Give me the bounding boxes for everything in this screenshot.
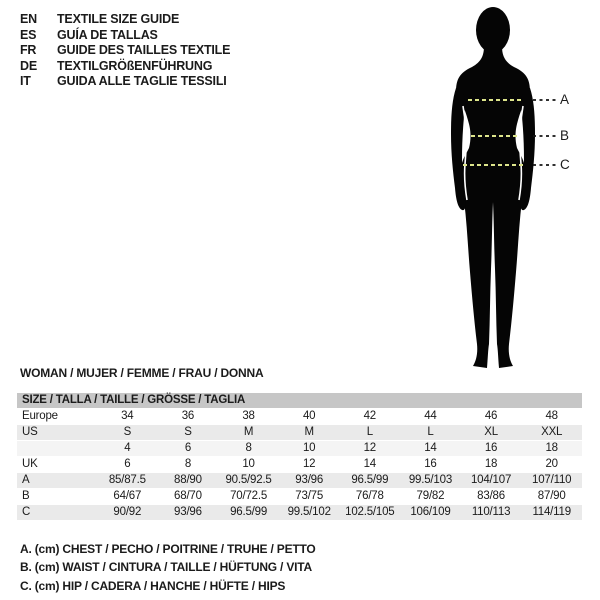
table-cell: 68/70 bbox=[158, 488, 219, 504]
table-cell: 44 bbox=[400, 408, 461, 424]
table-row-hip bbox=[17, 504, 582, 520]
table-cell: XXL bbox=[521, 424, 582, 440]
legend-hip: C. (cm) HIP / CADERA / HANCHE / HÜFTE / HIPS bbox=[20, 578, 286, 593]
table-cell: 42 bbox=[340, 408, 401, 424]
guide-title: TEXTILGRÖßENFÜHRUNG bbox=[57, 58, 213, 73]
table-row-uk bbox=[17, 456, 582, 472]
table-cell: 93/96 bbox=[279, 472, 340, 488]
table-cell: 107/110 bbox=[521, 472, 582, 488]
lang-row-de bbox=[20, 59, 230, 75]
table-cell: 102.5/105 bbox=[340, 504, 401, 520]
guide-title: TEXTILE SIZE GUIDE bbox=[57, 12, 180, 26]
table-cell: S bbox=[158, 424, 219, 440]
table-cell: 40 bbox=[279, 408, 340, 424]
table-cell: 90/92 bbox=[97, 504, 158, 520]
table-cell: 6 bbox=[97, 456, 158, 472]
table-cell: 106/109 bbox=[400, 504, 461, 520]
table-cell: 83/86 bbox=[461, 488, 522, 504]
lang-code: IT bbox=[20, 74, 31, 89]
row-label: Europe bbox=[17, 408, 97, 424]
table-row-us-letter bbox=[17, 424, 582, 440]
lang-code: DE bbox=[20, 58, 37, 73]
table-cell: 90.5/92.5 bbox=[218, 472, 279, 488]
table-cell: 96.5/99 bbox=[218, 504, 279, 520]
lang-row-it bbox=[20, 74, 230, 90]
legend-chest: A. (cm) CHEST / PECHO / POITRINE / TRUHE / PETTO bbox=[20, 542, 316, 556]
table-cell: 18 bbox=[461, 456, 522, 472]
table-cell: 12 bbox=[279, 456, 340, 472]
table-cell: 10 bbox=[279, 440, 340, 456]
table-cell: 88/90 bbox=[158, 472, 219, 488]
guide-title: GUIDA ALLE TAGLIE TESSILI bbox=[57, 74, 227, 89]
table-cell: M bbox=[279, 424, 340, 440]
table-cell: 96.5/99 bbox=[340, 472, 401, 488]
silhouette-body bbox=[456, 46, 530, 368]
table-cell: 48 bbox=[521, 408, 582, 424]
table-cell: M bbox=[218, 424, 279, 440]
size-table-header-row bbox=[17, 393, 582, 408]
table-cell: 85/87.5 bbox=[97, 472, 158, 488]
table-cell: 70/72.5 bbox=[218, 488, 279, 504]
row-label: C bbox=[17, 504, 97, 520]
table-row-us-numeric bbox=[17, 440, 582, 456]
table-cell: 114/119 bbox=[521, 504, 582, 520]
table-cell: 110/113 bbox=[461, 504, 522, 520]
table-cell: 36 bbox=[158, 408, 219, 424]
lang-row-fr bbox=[20, 43, 230, 59]
table-cell: XL bbox=[461, 424, 522, 440]
table-cell: 14 bbox=[400, 440, 461, 456]
table-cell: 16 bbox=[461, 440, 522, 456]
marker-label-c: C bbox=[560, 157, 570, 172]
table-cell: 16 bbox=[400, 456, 461, 472]
guide-title: GUÍA DE TALLAS bbox=[57, 27, 158, 42]
table-cell: 79/82 bbox=[400, 488, 461, 504]
row-label: UK bbox=[17, 456, 97, 472]
lang-code: EN bbox=[20, 12, 37, 26]
table-row-waist bbox=[17, 488, 582, 504]
table-cell: 104/107 bbox=[461, 472, 522, 488]
table-cell: 64/67 bbox=[97, 488, 158, 504]
table-cell: 99.5/102 bbox=[279, 504, 340, 520]
row-label: B bbox=[17, 488, 97, 504]
table-cell: 8 bbox=[218, 440, 279, 456]
table-cell: 38 bbox=[218, 408, 279, 424]
table-cell: L bbox=[400, 424, 461, 440]
table-cell: 4 bbox=[97, 440, 158, 456]
table-cell: 6 bbox=[158, 440, 219, 456]
table-cell: L bbox=[340, 424, 401, 440]
table-cell: 93/96 bbox=[158, 504, 219, 520]
lang-code: ES bbox=[20, 27, 37, 42]
table-cell: 20 bbox=[521, 456, 582, 472]
row-label: US bbox=[17, 424, 97, 440]
row-label: A bbox=[17, 472, 97, 488]
measurement-legend bbox=[20, 540, 316, 595]
table-row-europe bbox=[17, 408, 582, 424]
lang-row-es bbox=[20, 28, 230, 44]
size-table bbox=[17, 393, 582, 521]
marker-label-a: A bbox=[560, 92, 570, 107]
table-cell: 73/75 bbox=[279, 488, 340, 504]
table-cell: 12 bbox=[340, 440, 401, 456]
guide-title: GUIDE DES TAILLES TEXTILE bbox=[57, 43, 231, 58]
legend-waist: B. (cm) WAIST / CINTURA / TAILLE / HÜFTUNG / VITA bbox=[20, 560, 312, 575]
size-table-header: SIZE / TALLA / TAILLE / GRÖSSE / TAGLIA bbox=[17, 393, 582, 408]
table-cell: 34 bbox=[97, 408, 158, 424]
table-cell: 18 bbox=[521, 440, 582, 456]
table-cell: 87/90 bbox=[521, 488, 582, 504]
table-cell: 99.5/103 bbox=[400, 472, 461, 488]
table-cell: 10 bbox=[218, 456, 279, 472]
table-row-chest bbox=[17, 472, 582, 488]
table-cell: 76/78 bbox=[340, 488, 401, 504]
row-label bbox=[17, 440, 97, 456]
lang-code: FR bbox=[20, 43, 37, 58]
table-cell: 46 bbox=[461, 408, 522, 424]
table-cell: S bbox=[97, 424, 158, 440]
lang-row-en bbox=[20, 12, 230, 28]
table-cell: 14 bbox=[340, 456, 401, 472]
table-cell: 8 bbox=[158, 456, 219, 472]
marker-label-b: B bbox=[560, 128, 570, 143]
woman-silhouette-figure bbox=[410, 4, 585, 376]
section-label-woman: WOMAN / MUJER / FEMME / FRAU / DONNA bbox=[20, 366, 264, 380]
language-title-block bbox=[20, 12, 230, 90]
